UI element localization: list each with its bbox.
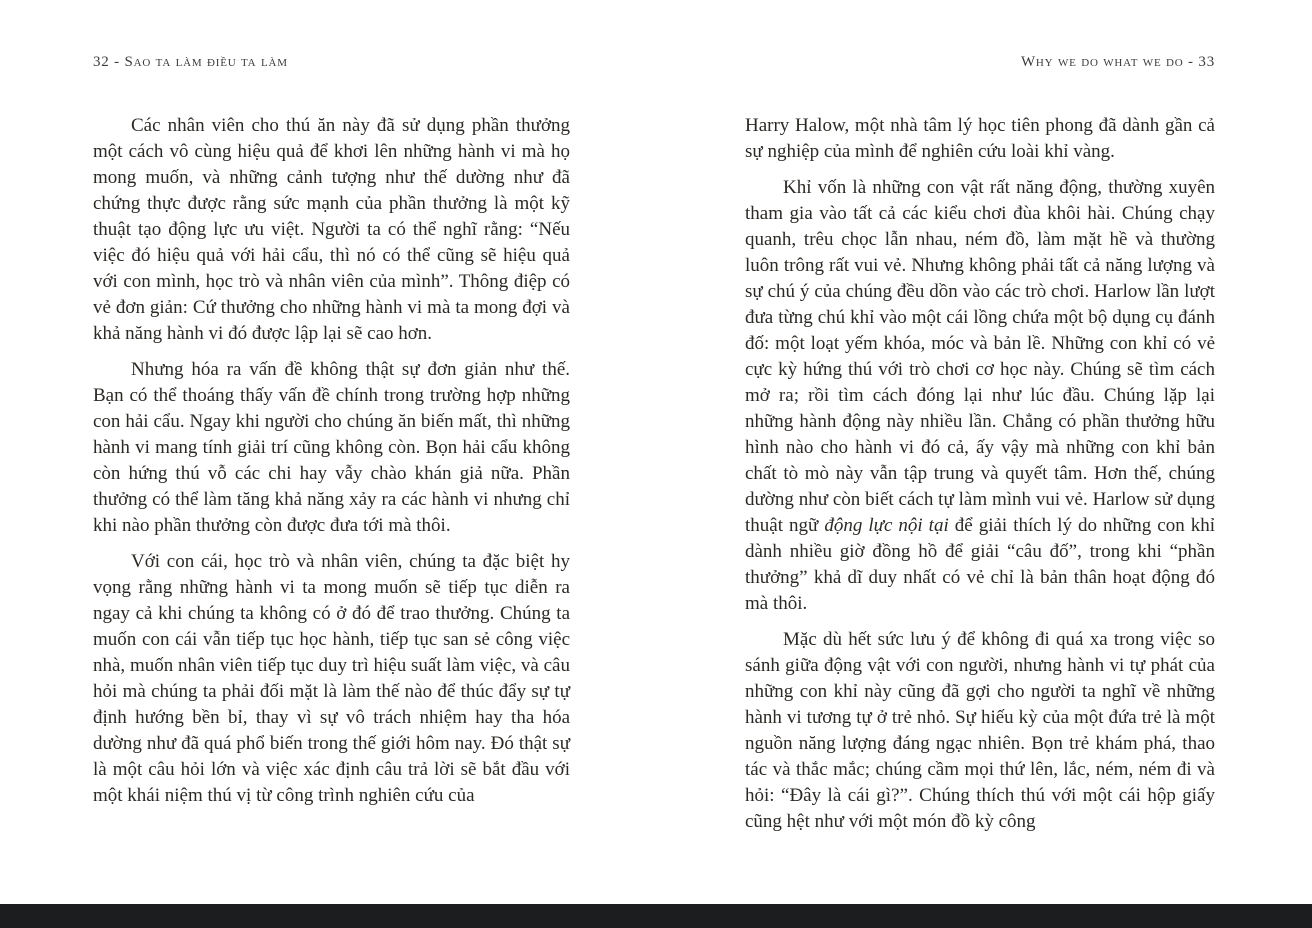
right-page-paragraph-2 xyxy=(745,175,1215,617)
left-page-paragraph-1: Các nhân viên cho thú ăn này đã sử dụng phần thưởng một cách vô cùng hiệu quả để khơi lên những hành vi mà họ mong muốn, và những cảnh tượng như thế dường như đã chứng thực được rằng sức mạnh của phần thưởng là một kỹ thuật tạo động lực ưu việt. Người ta có thể nghĩ rằng: “Nếu việc đó hiệu quả với hải cẩu, thì nó có thể cũng sẽ hiệu quả với con mình, học trò và nhân viên của mình”. Thông điệp có vẻ đơn giản: Cứ thưởng cho những hành vi mà ta mong đợi và khả năng hành vi đó được lập lại sẽ cao hơn. xyxy=(93,115,570,344)
left-page-text-column xyxy=(93,113,570,819)
right-page-paragraph-continuation: Harry Halow, một nhà tâm lý học tiên phong đã dành gần cả sự nghiệp của mình để nghiên cứu loài khỉ vàng. xyxy=(745,115,1215,162)
bottom-edge-bar xyxy=(0,904,1312,928)
right-page-text-column xyxy=(745,113,1215,845)
right-page-paragraph-2-italic-term: động lực nội tại xyxy=(824,515,949,536)
left-page-paragraph-3: Với con cái, học trò và nhân viên, chúng ta đặc biệt hy vọng rằng những hành vi ta mong muốn sẽ tiếp tục diễn ra ngay cả khi chúng ta không có ở đó để trao thưởng. Chúng ta muốn con cái vẫn tiếp tục học hành, tiếp tục san sẻ công việc nhà, muốn nhân viên tiếp tục duy trì hiệu suất làm việc, và câu hỏi mà chúng ta phải đối mặt là làm thế nào để thúc đẩy sự tự định hướng bền bỉ, thay vì sự vô trách nhiệm hay tha hóa dường như đã quá phổ biến trong thế giới hôm nay. Đó thật sự là một câu hỏi lớn và việc xác định câu trả lời sẽ bắt đầu với một khái niệm thú vị từ công trình nghiên cứu của xyxy=(93,551,570,806)
left-page-paragraph-2: Nhưng hóa ra vấn đề không thật sự đơn giản như thế. Bạn có thể thoáng thấy vấn đề chính trong trường hợp những con hải cẩu. Ngay khi người cho chúng ăn biến mất, thì những hành vi mang tính giải trí cũng không còn. Bọn hải cẩu không còn hứng thú vỗ các chi hay vẫy chào khán giả nữa. Phần thưởng có thể làm tăng khả năng xảy ra các hành vi nhưng chỉ khi nào phần thưởng còn được đưa tới mà thôi. xyxy=(93,359,570,536)
right-page-running-header: Why we do what we do - 33 xyxy=(1020,54,1215,70)
left-page-running-header: 32 - Sao ta làm điều ta làm xyxy=(93,54,288,70)
right-page-paragraph-2-post: để giải thích lý do những con khỉ dành nhiều giờ đồng hồ để giải “câu đố”, trong khi “phần thưởng” khả dĩ duy nhất có vẻ chỉ là bản thân hoạt động đó mà thôi. xyxy=(745,515,1216,614)
right-page-paragraph-2-pre: Khỉ vốn là những con vật rất năng động, thường xuyên tham gia vào tất cả các kiểu chơi đùa khôi hài. Chúng chạy quanh, trêu chọc lẫn nhau, ném đồ, làm mặt hề và thường luôn trông rất vui vẻ. Nhưng không phải tất cả năng lượng và sự chú ý của chúng đều dồn vào các trò chơi. Harlow lần lượt đưa từng chú khỉ vào một cái lồng chứa một bộ dụng cụ đánh đố: một loạt yếm khóa, móc và bản lề. Những con khỉ có vẻ cực kỳ hứng thú với trò chơi cơ học này. Chúng sẽ tìm cách mở ra; rồi tìm cách đóng lại như lúc đầu. Chúng lặp lại những hành động này nhiều lần. Chẳng có phần thưởng hữu hình nào cho hành vi đó cả, ấy vậy mà những con khỉ bản chất tò mò này vẫn tập trung và quyết tâm. Hơn thế, chúng dường như còn biết cách tự làm mình vui vẻ. Harlow sử dụng thuật ngữ xyxy=(745,177,1215,536)
right-page-paragraph-3: Mặc dù hết sức lưu ý để không đi quá xa trong việc so sánh giữa động vật với con người, nhưng hành vi tự phát của những con khỉ này cũng đã gợi cho người ta nghĩ về những hành vi tương tự ở trẻ nhỏ. Sự hiếu kỳ của một đứa trẻ là một nguồn năng lượng đáng ngạc nhiên. Bọn trẻ khám phá, thao tác và thắc mắc; chúng cầm mọi thứ lên, lắc, ném, ném đi và hỏi: “Đây là cái gì?”. Chúng thích thú với một cái hộp giấy cũng hệt như với một món đồ kỳ công xyxy=(745,629,1215,832)
